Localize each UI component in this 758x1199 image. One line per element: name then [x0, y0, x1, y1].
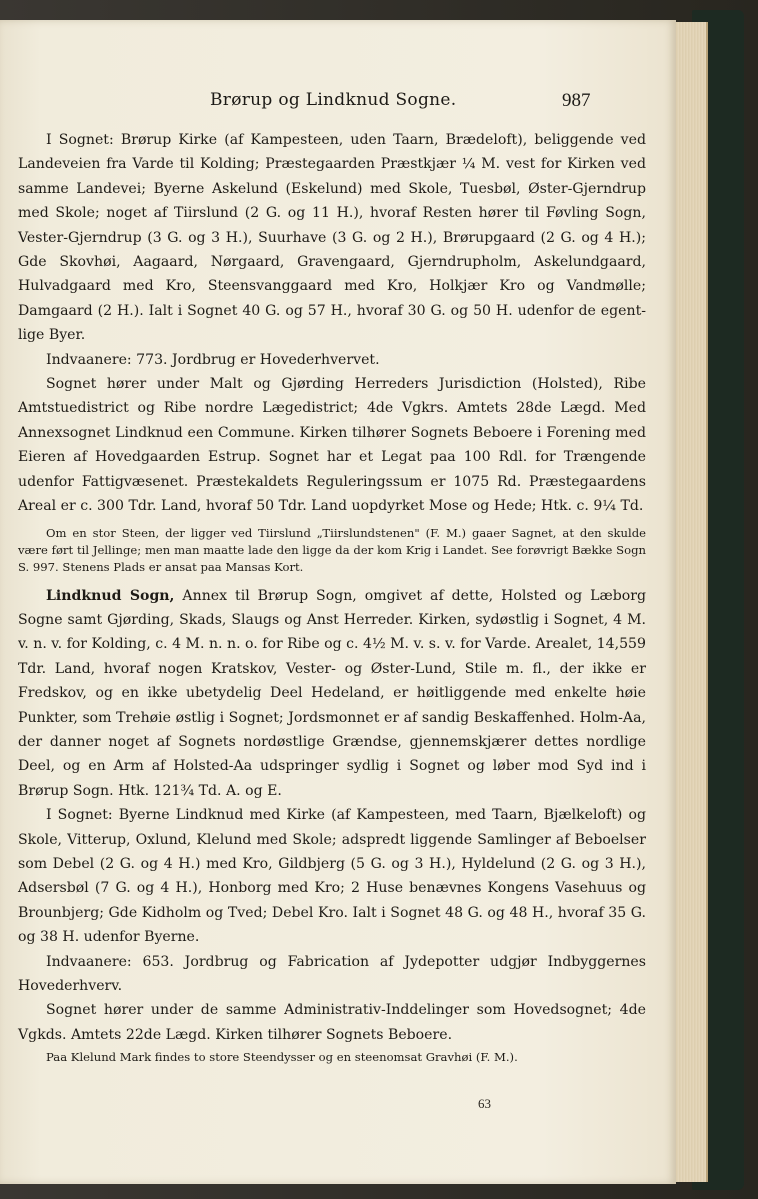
running-title: Brørup og Lindknud Sogne.	[210, 90, 457, 110]
note-tiirslund-stone: Om en stor Steen, der ligger ved Tiirslund „Tiirslundstenen" (F. M.) gaaer Sagnet, at den skulde være ført til Jellinge; men man maatte lade den ligge da der kom Krig i Landet. See forøvrigt Bække Sogn S. 997. Stenens Plads er ansat paa Mansas Kort.	[18, 525, 646, 574]
paragraph-lindknud-administration: Sognet hører under de samme Administrativ-Inddelinger som Hovedsognet; 4de Vgkds. Amtets 22de Lægd. Kirken tilhører Sognets Beboere.	[18, 1002, 646, 1043]
paragraph-brorup-inhabitants: Indvaanere: 773. Jordbrug er Hovederhvervet.	[46, 351, 380, 368]
page-number: 987	[562, 90, 591, 111]
paragraph-lindknud-text: Annex til Brørup Sogn, omgivet af dette, Holsted og Læborg Sogne samt Gjørding, Skads, Slaugs og Anst Herreder. Kirken, sydøstlig i Sognet, 4 M. v. n. v. for Kolding, c. 4 M. n. n. o. for Ribe og c. 4½ M. v. s. v. for Varde. Arealet, 14,559 Tdr. Land, hvoraf nogen Kratskov, Vester- og Øster-Lund, Stile m. fl., der ikke er Fredskov, og en ikke ubetydelig Deel Hedeland, er høitliggende med enkelte høie Punkter, som Trehøie østlig i Sognet; Jordsmonnet er af sandig Beskaffenhed. Holm-Aa, der danner noget af Sognets nordøstlige Grændse, gjennemskjærer dettes nordlige Deel, og en Arm af Holsted-Aa udspringer sydlig i Sognet og løber mod Syd ind i Brørup Sogn. Htk. 121¾ Td. A. og E.	[18, 587, 646, 799]
paragraph-lindknud-parish	[18, 584, 646, 804]
paragraph-lindknud-villages: I Sognet: Byerne Lindknud med Kirke (af Kampesteen, med Taarn, Bjælkeloft) og Skole, Vitterup, Oxlund, Klelund med Skole; adspredt liggende Samlinger af Beboelser som Debel (2 G. og 4 H.) med Kro, Gildbjerg (5 G. og 3 H.), Hyldelund (2 G. og 3 H.), Adsersbøl (7 G. og 4 H.), Honborg med Kro; 2 Huse benævnes Kongens Vasehuus og Brounbjerg; Gde Kidholm og Tved; Debel Kro. Ialt i Sognet 48 G. og 48 H., hvoraf 35 G. og 38 H. udenfor Byerne.	[18, 807, 646, 946]
paragraph-brorup-parish: I Sognet: Brørup Kirke (af Kampesteen, uden Taarn, Brædeloft), beliggende ved Landeveien fra Varde til Kolding; Præstegaarden Præstkjær ¼ M. vest for Kirken ved samme Landevei; Byerne Askelund (Eskelund) med Skole, Tuesbøl, Øster-Gjerndrup med Skole; noget af Tiirslund (2 G. og 11 H.), hvoraf Resten hører til Føvling Sogn, Vester-Gjerndrup (3 G. og 3 H.), Suurhave (3 G. og 2 H.), Brørupgaard (2 G. og 4 H.); Gde Skovhøi, Aagaard, Nørgaard, Gravengaard, Gjerndrupholm, Askelundgaard, Hulvadgaard med Kro, Steensvanggaard med Kro, Holkjær Kro og Vandmølle; Damgaard (2 H.). Ialt i Sognet 40 G. og 57 H., hvoraf 30 G. og 50 H. udenfor de egentlige Byer.	[18, 132, 646, 344]
printer-signature: 63	[478, 1096, 491, 1111]
note-klelund-stones: Paa Klelund Mark findes to store Steendysser og en steenomsat Gravhøi (F. M.).	[46, 1050, 518, 1065]
page-body	[18, 128, 646, 1067]
paragraph-lindknud-inhabitants: Indvaanere: 653. Jordbrug og Fabrication af Jydepotter udgjør Indbyggernes Hovederhverv.	[18, 953, 646, 994]
page-header	[0, 90, 676, 118]
section-heading-lindknud: Lindknud Sogn,	[46, 587, 175, 604]
paragraph-brorup-administration: Sognet hører under Malt og Gjørding Herreders Jurisdiction (Holsted), Ribe Amtstuedistrict og Ribe nordre Lægedistrict; 4de Vgkrs. Amtets 28de Lægd. Med Annexsognet Lindknud een Commune. Kirken tilhører Sognets Beboere i Forening med Eieren af Hovedgaarden Estrup. Sognet har et Legat paa 100 Rdl. for Trængende udenfor Fattigvæsenet. Præstekaldets Reguleringssum er 1075 Rd. Præstegaardens Areal er c. 300 Tdr. Land, hvoraf 50 Tdr. Land uopdyrket Mose og Hede; Htk. c. 9¼ Td.	[18, 376, 646, 515]
